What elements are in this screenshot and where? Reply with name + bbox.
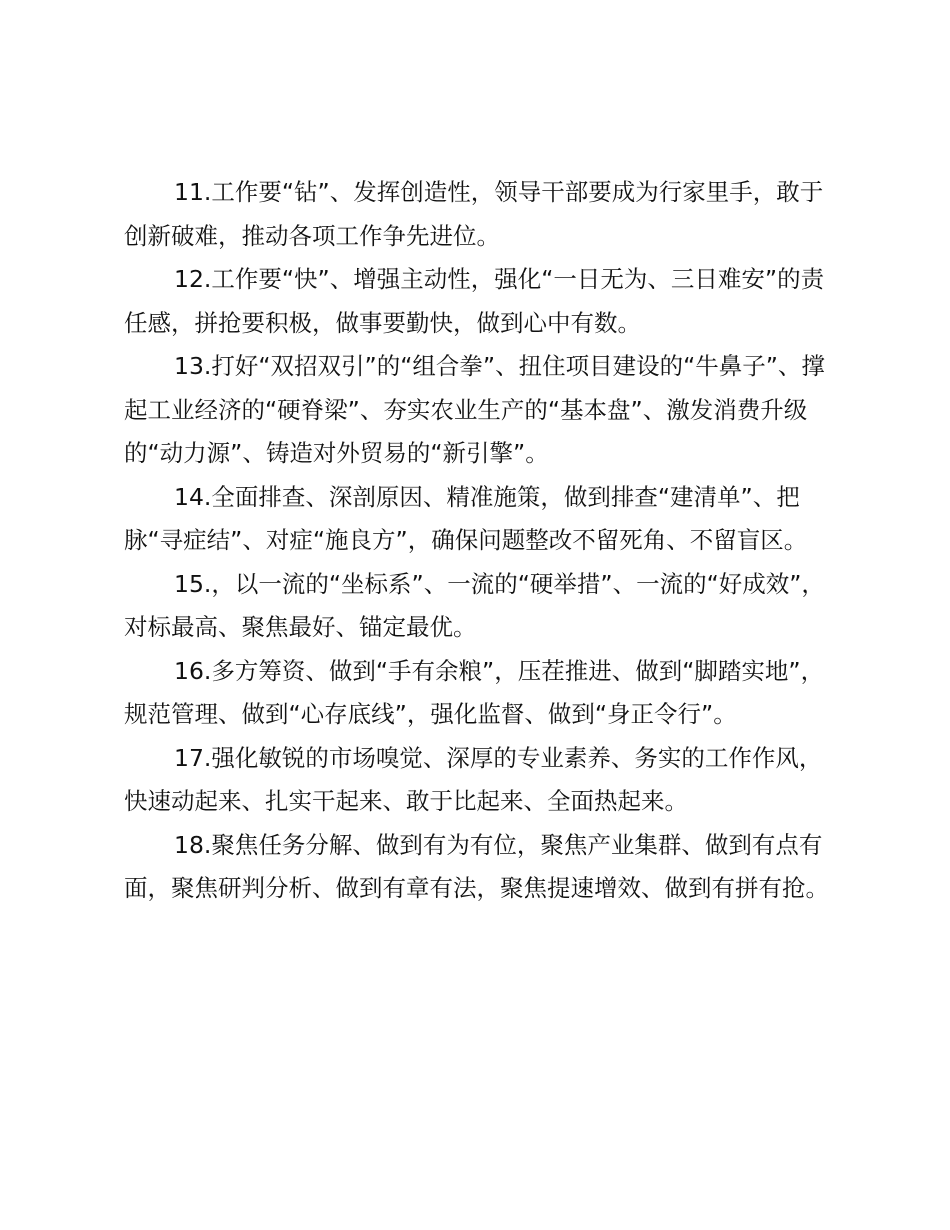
paragraph-18: 18.聚焦任务分解、做到有为有位，聚焦产业集群、做到有点有面，聚焦研判分析、做到有章有法，聚焦提速增效、做到有拼有抢。	[124, 830, 829, 902]
paragraph-14: 14.全面排查、深剖原因、精准施策，做到排查“建清单”、把脉“寻症结”、对症“施良方”，确保问题整改不留死角、不留盲区。	[124, 482, 808, 554]
paragraph-15: 15.，以一流的“坐标系”、一流的“硬举措”、一流的“好成效”，对标最高、聚焦最好、锚定最优。	[124, 569, 825, 641]
paragraph-17: 17.强化敏锐的市场嗅觉、深厚的专业素养、务实的工作作风，快速动起来、扎实干起来、敢于比起来、全面热起来。	[124, 743, 823, 815]
paragraph-11: 11.工作要“钻”、发挥创造性，领导干部要成为行家里手，敢于创新破难，推动各项工作争先进位。	[124, 178, 824, 250]
document-body	[124, 171, 840, 911]
paragraph-12: 12.工作要“快”、增强主动性，强化“一日无为、三日难安”的责任感，拼抢要积极，做事要勤快，做到心中有数。	[124, 265, 825, 337]
paragraph-13: 13.打好“双招双引”的“组合拳”、扭住项目建设的“牛鼻子”、撑起工业经济的“硬脊梁”、夯实农业生产的“基本盘”、激发消费升级的“动力源”、铸造对外贸易的“新引擎”。	[124, 352, 825, 467]
paragraph-16: 16.多方筹资、做到“手有余粮”，压茬推进、做到“脚踏实地”，规范管理、做到“心存底线”，强化监督、做到“身正令行”。	[124, 656, 825, 728]
